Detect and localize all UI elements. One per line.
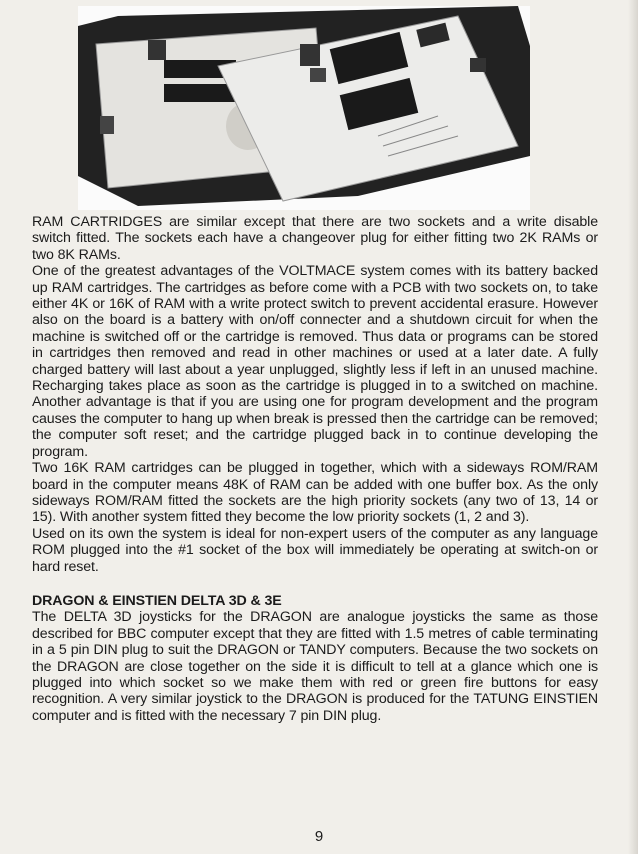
page-edge-shadow (628, 0, 638, 854)
cartridge-photo (78, 6, 530, 210)
paragraph-standalone-use: Used on its own the system is ideal for non-expert users of the computer as any language ROM plugged into the #1 socket of the box will immediately be operating at switch-on or hard reset. (32, 525, 598, 575)
page-number: 9 (314, 828, 324, 845)
paragraph-dragon-einstien: The DELTA 3D joysticks for the DRAGON are analogue joysticks the same as those described for BBC computer except that they are fitted with 1.5 metres of cable terminating in a 5 pin DIN plug to suit the DRAGON or TANDY computers. Because the two sockets on the DRAGON are close together on the side it is difficult to tell at a glance which one is plugged into which socket so we make them with red or green fire buttons for easy recognition. A very similar joystick to the DRAGON is produced for the TATUNG EINSTIEN computer and is fitted with the necessary 7 pin DIN plug. (32, 609, 598, 724)
paragraph-battery-backed: One of the greatest advantages of the VOLTMACE system comes with its battery backed up RAM cartridges. The cartridges as before come with a PCB with two sockets on, to take either 4K or 16K of RAM with a write protect switch to prevent accidental erasure. However also on the board is a battery with on/off connecter and a shutdown circuit for when the machine is switched off or the cartridge is removed. Thus data or programs can be stored in cartridges then removed and read in other machines or used at a later date. A fully charged battery will last about a year unplugged, slightly less if left in an unused machine. Recharging takes place as soon as the cartridge is plugged in to a switched on machine. Another advantage is that if you are using one for program development and the program causes the computer to hang up when break is pressed then the cartridge can be removed; the computer soft reset; and the cartridge plugged back in to continue developing the program. (32, 263, 598, 460)
switch-right (300, 44, 320, 66)
section-heading: DRAGON & EINSTIEN DELTA 3D & 3E (32, 592, 282, 609)
ram-cartridges-illustration (78, 6, 530, 210)
paragraph-ram-cartridges: RAM CARTRIDGES are similar except that there are two sockets and a write disable switch fitted. The sockets each have a changeover plug for either fitting two 2K RAMs or two 8K RAMs. (32, 214, 598, 263)
paragraph-16k-cartridges: Two 16K RAM cartridges can be plugged in together, which with a sideways ROM/RAM board in the computer means 48K of RAM can be added with one buffer box. As the only sideways ROM/RAM fitted the sockets are the high priority sockets (any two of 13, 14 or 15). With another system fitted they become the low priority sockets (1, 2 and 3). (32, 460, 598, 526)
switch-left (148, 40, 166, 60)
chip-2 (164, 84, 236, 102)
page-body (32, 214, 598, 724)
